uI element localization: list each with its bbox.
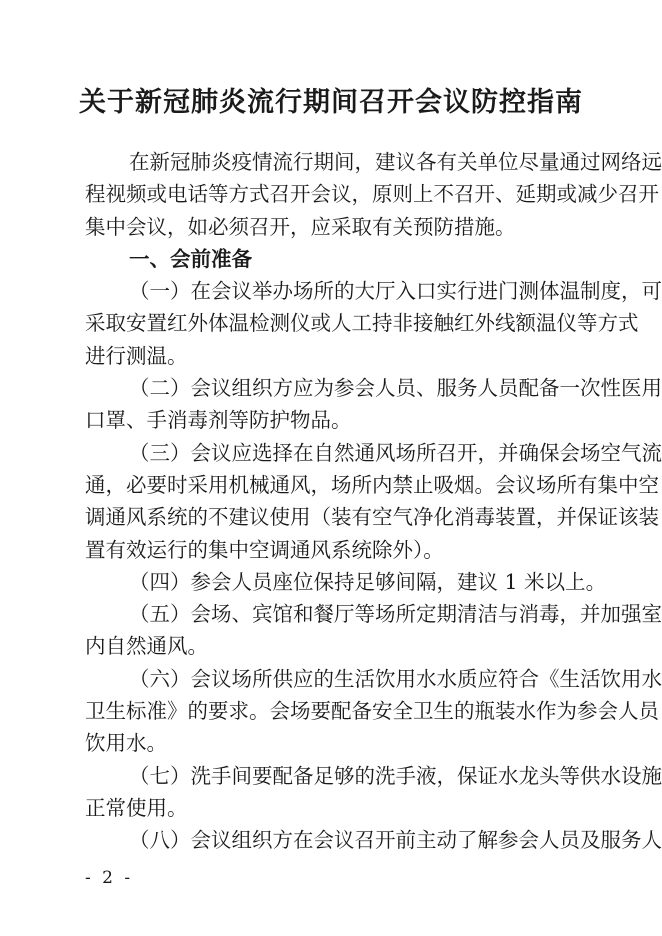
paragraph-line: 进行测温。 (85, 343, 188, 368)
paragraph-line: （一）在会议举办场所的大厅入口实行进门测体温制度，可 (129, 279, 662, 304)
paragraph-line: （三）会议应选择在自然通风场所召开，并确保会场空气流 (129, 440, 662, 465)
paragraph-line: 集中会议，如必须召开，应采取有关预防措施。 (85, 214, 516, 239)
paragraph-line: 在新冠肺炎疫情流行期间，建议各有关单位尽量通过网络远 (129, 150, 662, 174)
paragraph-line: 饮用水。 (85, 731, 167, 756)
paragraph-line: 内自然通风。 (85, 634, 208, 659)
section-heading: 一、会前准备 (129, 246, 252, 271)
paragraph-line: （六）会议场所供应的生活饮用水水质应符合《生活饮用水 (129, 666, 662, 691)
paragraph-line: 置有效运行的集中空调通风系统除外）。 (85, 537, 444, 562)
document-body (85, 146, 662, 857)
paragraph-line: 程视频或电话等方式召开会议，原则上不召开、延期或减少召开 (85, 182, 659, 207)
paragraph-line: （二）会议组织方应为参会人员、服务人员配备一次性医用 (129, 376, 662, 401)
paragraph-line: （五）会场、宾馆和餐厅等场所定期清洁与消毒，并加强室 (129, 602, 662, 627)
paragraph-line: 通，必要时采用机械通风，场所内禁止吸烟。会议场所有集中空 (85, 472, 659, 497)
paragraph-line: 采取安置红外体温检测仪或人工持非接触红外线额温仪等方式 (85, 311, 639, 336)
paragraph-line: 卫生标准》的要求。会场要配备安全卫生的瓶装水作为参会人员 (85, 699, 659, 724)
paragraph-line: 口罩、手消毒剂等防护物品。 (85, 408, 352, 433)
paragraph-line: （八）会议组织方在会议召开前主动了解参会人员及服务人 (129, 828, 662, 853)
page-number: - 2 - (85, 868, 134, 888)
paragraph-line: 正常使用。 (85, 795, 188, 820)
paragraph-line: （四）参会人员座位保持足够间隔，建议 1 米以上。 (129, 569, 607, 594)
document-title: 关于新冠肺炎流行期间召开会议防控指南 (79, 87, 583, 118)
paragraph-line: （七）洗手间要配备足够的洗手液，保证水龙头等供水设施 (129, 763, 662, 788)
paragraph-line: 调通风系统的不建议使用（装有空气净化消毒装置，并保证该装 (85, 505, 659, 530)
